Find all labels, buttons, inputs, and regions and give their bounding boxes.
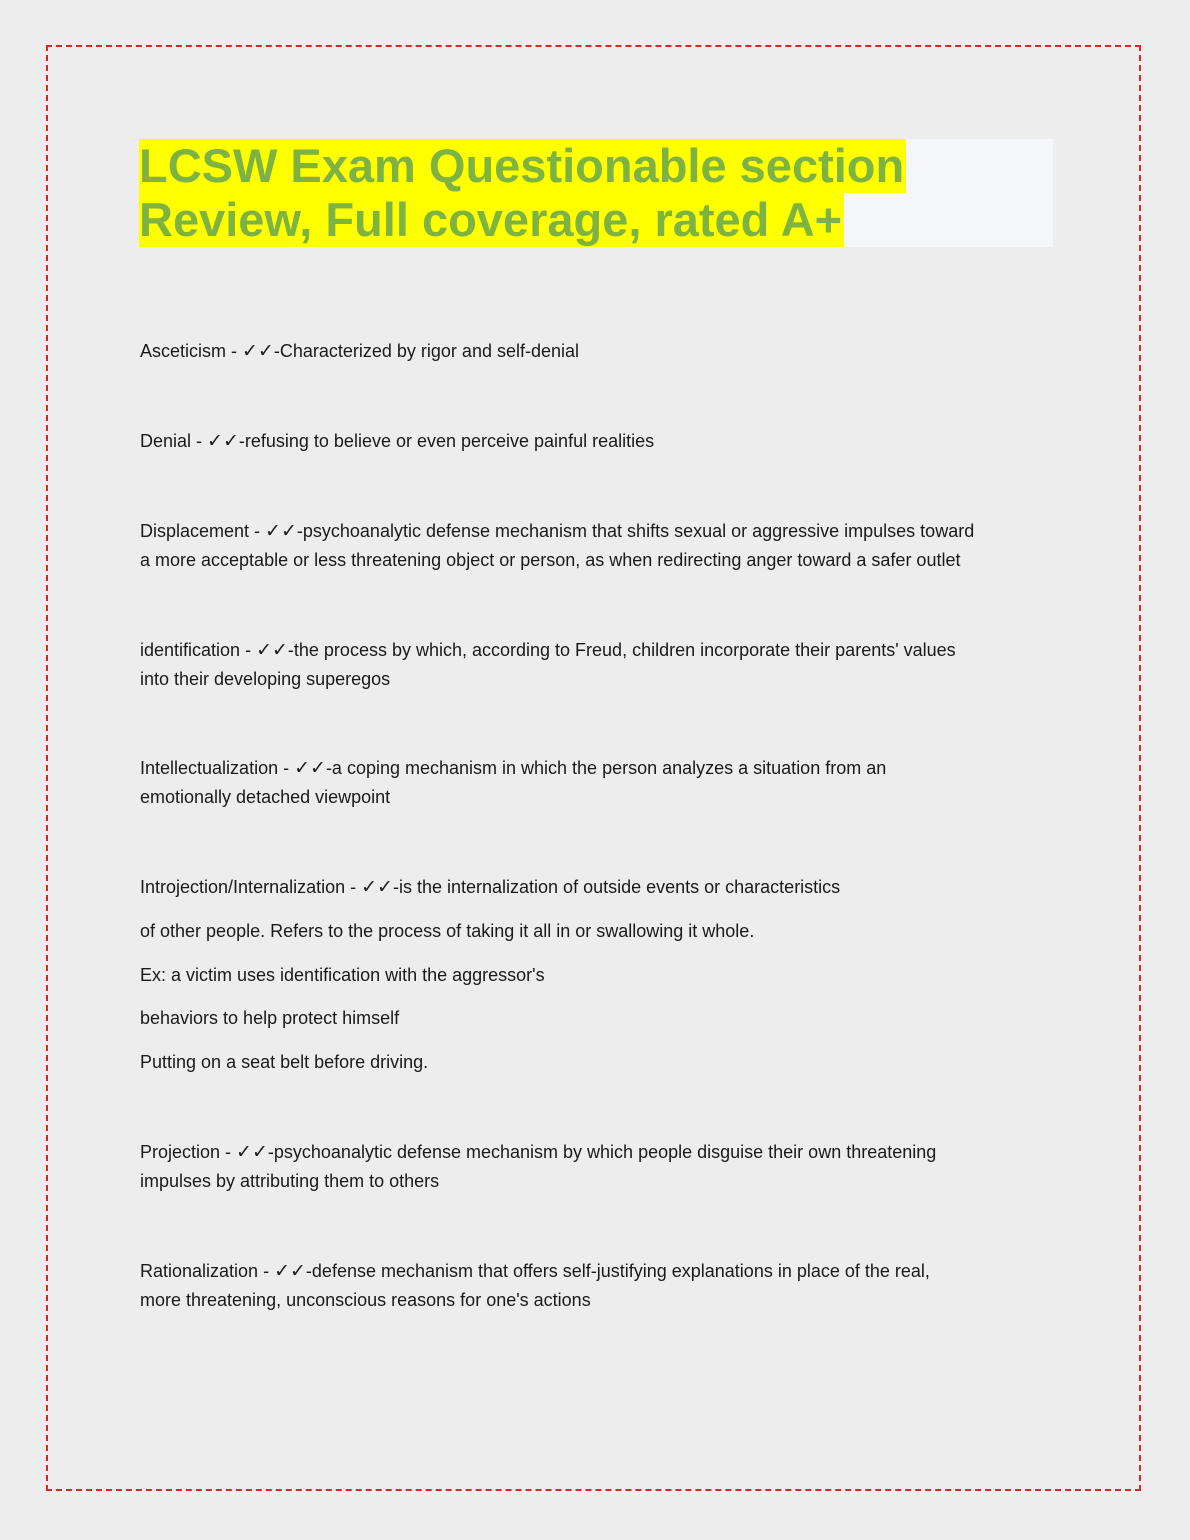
entry-line: behaviors to help protect himself <box>140 1008 400 1028</box>
double-check-icon: ✓✓ <box>256 639 288 661</box>
double-check-icon: ✓✓ <box>236 1141 268 1163</box>
entry-line <box>140 427 1050 456</box>
entry-intellectualization <box>140 754 1050 812</box>
entry-line <box>140 1138 1050 1167</box>
entry-term: Rationalization - <box>140 1261 275 1281</box>
entry-term: identification - <box>140 640 257 660</box>
entry-definition: -psychoanalytic defense mechanism by which people disguise their own threatening <box>267 1142 937 1162</box>
double-check-icon: ✓✓ <box>294 757 326 779</box>
entry-term: Intellectualization - <box>140 758 295 778</box>
document-title <box>139 139 1053 247</box>
entry-line <box>140 636 1050 665</box>
entry-definition: -refusing to believe or even perceive painful realities <box>238 431 655 451</box>
entry-definition: -is the internalization of outside events or characteristics <box>392 877 841 897</box>
entry-line: more threatening, unconscious reasons for one's actions <box>140 1290 591 1310</box>
double-check-icon: ✓✓ <box>207 430 239 452</box>
entry-line: Ex: a victim uses identification with the aggressor's <box>140 965 545 985</box>
entry-term: Introjection/Internalization - <box>140 877 362 897</box>
entry-definition: -the process by which, according to Freud, children incorporate their parents' values <box>287 640 956 660</box>
entry-asceticism <box>140 337 1050 366</box>
entry-line: of other people. Refers to the process of taking it all in or swallowing it whole. <box>140 921 755 941</box>
entry-introjection <box>140 873 1050 902</box>
entry-line <box>140 517 1050 546</box>
entry-line: impulses by attributing them to others <box>140 1171 440 1191</box>
entry-line: emotionally detached viewpoint <box>140 787 391 807</box>
title-line-1: LCSW Exam Questionable section <box>139 139 905 192</box>
entry-term: Asceticism - <box>140 341 243 361</box>
entry-denial <box>140 427 1050 456</box>
entry-line <box>140 337 1050 366</box>
entry-line <box>140 1257 1050 1286</box>
entry-line <box>140 873 1050 902</box>
entry-definition: -a coping mechanism in which the person analyzes a situation from an <box>325 758 887 778</box>
entry-line: into their developing superegos <box>140 669 391 689</box>
double-check-icon: ✓✓ <box>242 340 274 362</box>
entry-rationalization <box>140 1257 1050 1315</box>
entry-line: a more acceptable or less threatening object or person, as when redirecting anger toward a safer outlet <box>140 550 961 570</box>
double-check-icon: ✓✓ <box>361 876 393 898</box>
title-line-2: Review, Full coverage, rated A+ <box>139 193 843 246</box>
entry-term: Denial - <box>140 431 208 451</box>
entry-term: Projection - <box>140 1142 237 1162</box>
entry-line <box>140 754 1050 783</box>
double-check-icon: ✓✓ <box>274 1260 306 1282</box>
entry-displacement <box>140 517 1050 575</box>
entry-projection <box>140 1138 1050 1196</box>
entry-identification <box>140 636 1050 694</box>
entry-definition: -defense mechanism that offers self-justifying explanations in place of the real, <box>305 1261 930 1281</box>
entry-term: Displacement - <box>140 521 266 541</box>
double-check-icon: ✓✓ <box>265 520 297 542</box>
entry-line: Putting on a seat belt before driving. <box>140 1052 429 1072</box>
entry-definition: -Characterized by rigor and self-denial <box>273 341 580 361</box>
entry-definition: -psychoanalytic defense mechanism that shifts sexual or aggressive impulses toward <box>296 521 975 541</box>
